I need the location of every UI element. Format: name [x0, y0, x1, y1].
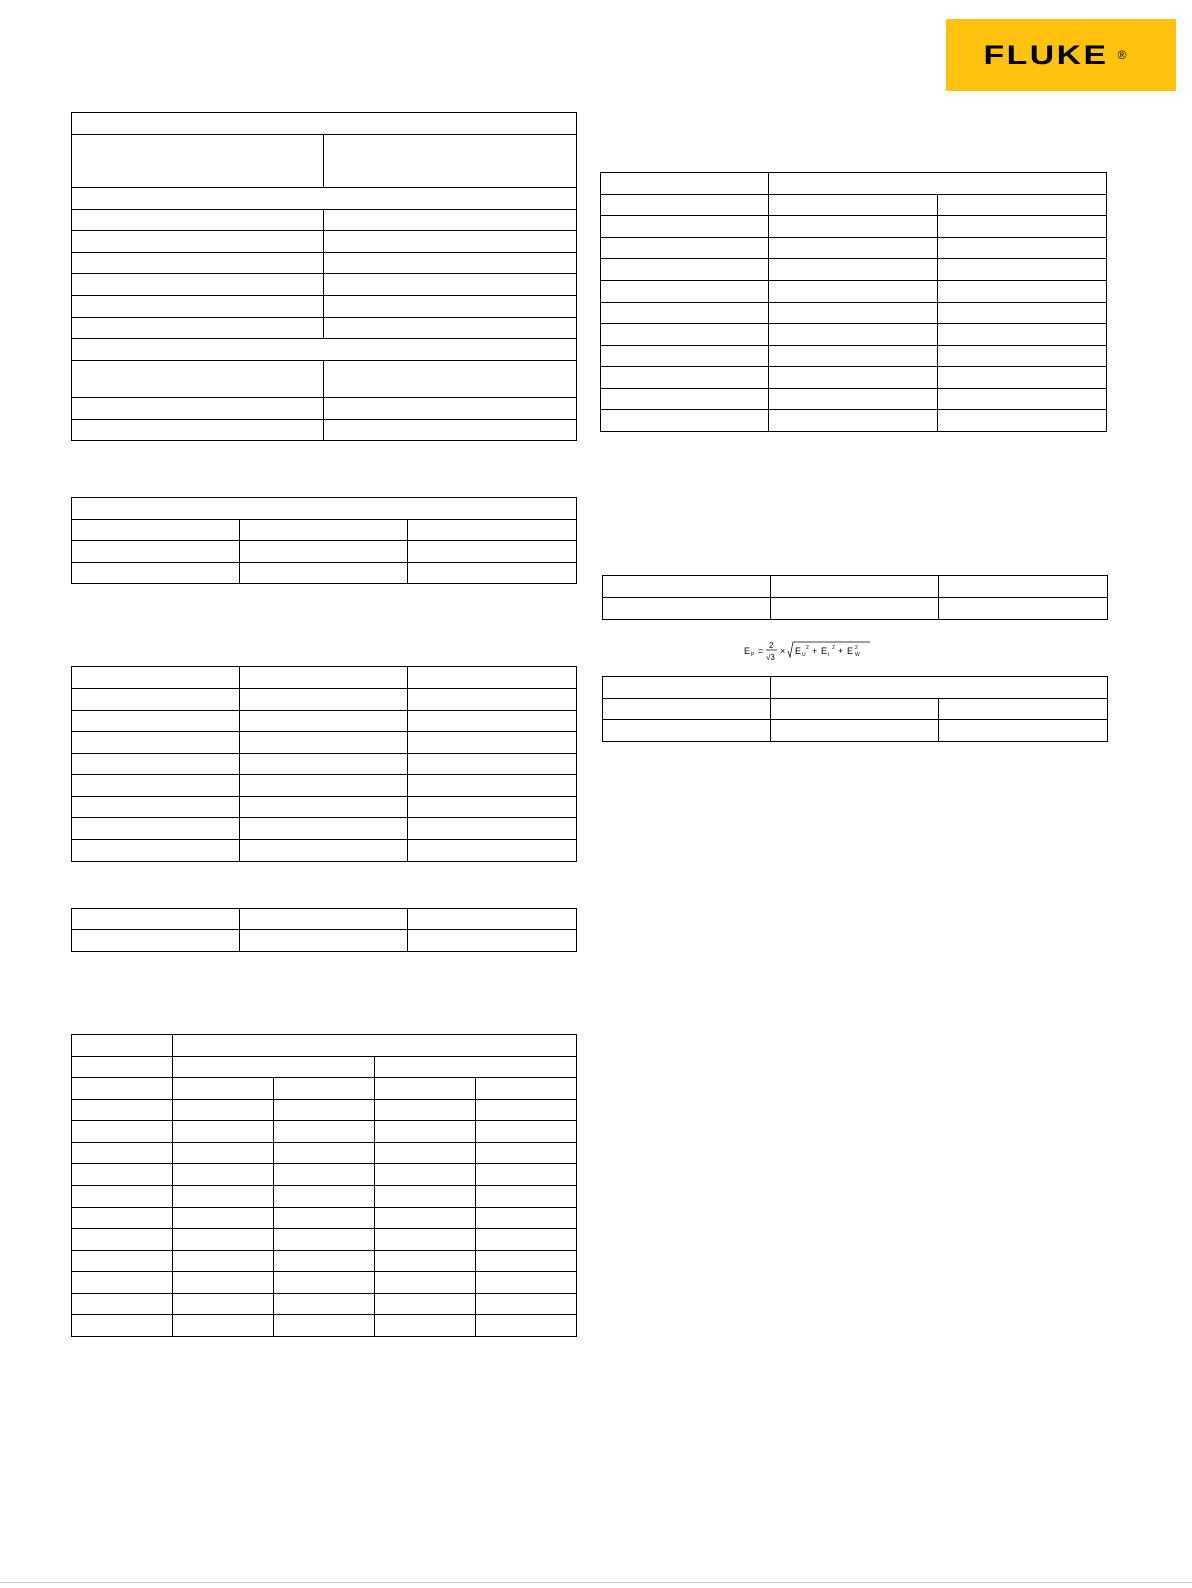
table-cell: [408, 541, 577, 563]
formula-eq: =: [758, 646, 764, 656]
table-cell: [408, 754, 577, 775]
table-cell: [72, 398, 324, 420]
table-cell: [476, 1272, 577, 1294]
table-row: [72, 420, 577, 441]
table-row: [603, 699, 1108, 720]
table-row: [601, 346, 1107, 367]
table-cell: [72, 231, 324, 253]
table-row: [601, 281, 1107, 303]
formula-plus-2: +: [838, 646, 844, 656]
table-cell: [173, 1294, 274, 1315]
table-cell: [173, 1143, 274, 1164]
table-row: [72, 1294, 577, 1315]
table-cell: [769, 346, 938, 367]
table-row: [72, 318, 577, 339]
table-cell: [771, 576, 939, 598]
table-row: [72, 498, 577, 520]
table-cell: [72, 274, 324, 296]
spec-table-8: [602, 676, 1108, 742]
table-cell: [72, 1121, 173, 1143]
table-header-cell: [173, 1035, 577, 1057]
table-cell: [408, 840, 577, 862]
power-error-formula: [742, 636, 872, 666]
table-cell: [72, 1164, 173, 1186]
table-cell: [274, 1186, 375, 1208]
table-cell: [72, 563, 240, 584]
table-row: [72, 797, 577, 818]
table-cell: [173, 1121, 274, 1143]
table-row: [601, 195, 1107, 216]
table-row: [72, 711, 577, 732]
table-cell: [240, 732, 408, 754]
table-cell: [375, 1143, 476, 1164]
table-row: [72, 339, 577, 361]
spec-table-7: [602, 575, 1108, 620]
table-cell: [601, 281, 769, 303]
table-row: [72, 930, 577, 952]
table-row: [72, 1078, 577, 1100]
table-cell: [274, 1121, 375, 1143]
table-cell: [476, 1186, 577, 1208]
table-cell: [72, 1143, 173, 1164]
formula-frac-num: 2: [769, 641, 774, 650]
table-cell: [375, 1186, 476, 1208]
table-cell: [173, 1229, 274, 1251]
table-cell: [240, 775, 408, 797]
table-cell: [408, 711, 577, 732]
table-cell: [476, 1078, 577, 1100]
table-cell: [375, 1294, 476, 1315]
table-cell: [938, 259, 1107, 281]
table-cell: [938, 281, 1107, 303]
table-cell: [324, 318, 577, 339]
table-cell: [324, 398, 577, 420]
table-cell: [375, 1100, 476, 1121]
table-row: [72, 253, 577, 274]
table-section-cell: [72, 339, 577, 361]
table-cell: [375, 1164, 476, 1186]
table-row: [72, 1186, 577, 1208]
table-cell: [240, 541, 408, 563]
table-cell: [324, 135, 577, 188]
table-cell: [375, 1251, 476, 1272]
table-cell: [408, 775, 577, 797]
table-cell: [769, 281, 938, 303]
table-cell: [476, 1315, 577, 1337]
table-cell: [769, 367, 938, 389]
table-cell: [324, 274, 577, 296]
table-cell: [72, 667, 240, 689]
table-cell: [240, 930, 408, 952]
table-cell: [324, 361, 577, 398]
table-cell: [173, 1186, 274, 1208]
table-row: [601, 303, 1107, 324]
table-cell: [938, 346, 1107, 367]
table-cell: [476, 1100, 577, 1121]
table-row: [601, 259, 1107, 281]
table-row: [72, 818, 577, 840]
table-cell: [408, 797, 577, 818]
table-cell: [274, 1251, 375, 1272]
table-cell: [240, 754, 408, 775]
table-row: [72, 541, 577, 563]
formula-frac-den: √3: [766, 653, 775, 662]
table-header-cell: [769, 173, 1107, 195]
table-cell: [274, 1100, 375, 1121]
table-cell: [601, 259, 769, 281]
table-cell: [72, 1272, 173, 1294]
table-cell: [939, 598, 1108, 620]
formula-term2: E: [821, 646, 828, 656]
table-cell: [938, 410, 1107, 432]
table-cell: [375, 1315, 476, 1337]
table-cell: [72, 1294, 173, 1315]
table-cell: [601, 367, 769, 389]
table-row: [603, 677, 1108, 699]
table-row: [601, 389, 1107, 410]
table-cell: [408, 667, 577, 689]
table-cell: [72, 1186, 173, 1208]
table-cell: [476, 1208, 577, 1229]
table-cell: [769, 324, 938, 346]
table-row: [72, 274, 577, 296]
table-cell: [72, 775, 240, 797]
table-cell: [72, 711, 240, 732]
table-cell: [601, 324, 769, 346]
table-row: [72, 775, 577, 797]
table-cell: [72, 1208, 173, 1229]
table-cell: [601, 195, 769, 216]
table-cell: [603, 699, 771, 720]
table-cell: [173, 1100, 274, 1121]
table-row: [72, 563, 577, 584]
table-row: [601, 367, 1107, 389]
table-cell: [72, 1229, 173, 1251]
table-cell: [938, 238, 1107, 259]
table-row: [72, 732, 577, 754]
table-cell: [72, 754, 240, 775]
table-cell: [375, 1272, 476, 1294]
table-cell: [274, 1078, 375, 1100]
table-row: [72, 188, 577, 210]
table-row: [601, 173, 1107, 195]
table-cell: [274, 1294, 375, 1315]
formula-term3-sq: 2: [855, 645, 858, 651]
table-cell: [72, 296, 324, 318]
table-cell: [324, 253, 577, 274]
table-cell: [375, 1208, 476, 1229]
table-cell: [603, 677, 771, 699]
table-cell: [601, 173, 769, 195]
table-cell: [938, 367, 1107, 389]
table-cell: [939, 576, 1108, 598]
table-cell: [173, 1272, 274, 1294]
table-cell: [476, 1164, 577, 1186]
table-cell: [769, 238, 938, 259]
table-cell: [173, 1078, 274, 1100]
table-cell: [72, 689, 240, 711]
table-cell: [324, 296, 577, 318]
table-header-cell: [72, 113, 577, 135]
table-row: [72, 754, 577, 775]
formula-term1-sq: 2: [806, 645, 809, 651]
table-cell: [72, 797, 240, 818]
table-cell: [240, 689, 408, 711]
table-row: [601, 216, 1107, 238]
table-row: [603, 598, 1108, 620]
spec-table-2: [71, 497, 577, 584]
table-cell: [601, 216, 769, 238]
table-cell: [72, 1035, 173, 1057]
table-cell: [769, 389, 938, 410]
table-row: [72, 231, 577, 253]
spec-table-5: [71, 1034, 577, 1337]
table-cell: [476, 1251, 577, 1272]
table-cell: [769, 216, 938, 238]
spec-table-1: [71, 112, 577, 441]
table-cell: [771, 720, 939, 742]
table-cell: [324, 210, 577, 231]
table-row: [72, 1315, 577, 1337]
logo-wordmark: FLUKE: [983, 39, 1109, 70]
table-row: [601, 238, 1107, 259]
table-row: [601, 410, 1107, 432]
table-cell: [408, 909, 577, 930]
table-cell: [938, 324, 1107, 346]
table-header-cell: [375, 1057, 577, 1078]
spec-table-6: [600, 172, 1107, 432]
table-cell: [601, 346, 769, 367]
table-header-cell: [771, 677, 1108, 699]
table-cell: [72, 732, 240, 754]
table-cell: [938, 389, 1107, 410]
formula-lhs: E: [744, 646, 751, 656]
table-cell: [72, 135, 324, 188]
table-cell: [173, 1315, 274, 1337]
registered-mark: ®: [1117, 48, 1127, 62]
table-cell: [72, 1078, 173, 1100]
table-cell: [408, 520, 577, 541]
formula-plus-1: +: [812, 646, 818, 656]
table-cell: [375, 1229, 476, 1251]
table-row: [72, 361, 577, 398]
table-cell: [771, 598, 939, 620]
table-cell: [408, 732, 577, 754]
table-cell: [240, 909, 408, 930]
table-section-cell: [72, 188, 577, 210]
table-cell: [72, 840, 240, 862]
table-cell: [601, 238, 769, 259]
table-cell: [771, 699, 939, 720]
table-cell: [769, 303, 938, 324]
table-cell: [601, 410, 769, 432]
table-cell: [375, 1121, 476, 1143]
table-row: [72, 1229, 577, 1251]
table-cell: [72, 1100, 173, 1121]
formula-term1: E: [795, 646, 802, 656]
table-cell: [72, 1251, 173, 1272]
table-row: [72, 1121, 577, 1143]
table-cell: [476, 1294, 577, 1315]
table-cell: [274, 1272, 375, 1294]
table-row: [72, 113, 577, 135]
table-row: [603, 720, 1108, 742]
formula-lhs-sub: P: [751, 652, 755, 658]
table-cell: [939, 720, 1108, 742]
table-cell: [240, 840, 408, 862]
table-cell: [938, 303, 1107, 324]
table-cell: [601, 389, 769, 410]
table-row: [72, 1208, 577, 1229]
table-cell: [274, 1143, 375, 1164]
table-row: [72, 135, 577, 188]
table-cell: [72, 361, 324, 398]
table-row: [72, 398, 577, 420]
table-cell: [173, 1208, 274, 1229]
table-cell: [375, 1078, 476, 1100]
table-row: [72, 296, 577, 318]
table-row: [601, 324, 1107, 346]
table-row: [72, 1251, 577, 1272]
table-row: [72, 667, 577, 689]
table-cell: [72, 520, 240, 541]
table-cell: [72, 420, 324, 441]
table-cell: [72, 541, 240, 563]
table-cell: [408, 563, 577, 584]
formula-times: ×: [780, 646, 786, 656]
table-cell: [408, 818, 577, 840]
table-header-cell: [173, 1057, 375, 1078]
table-row: [72, 210, 577, 231]
table-cell: [72, 909, 240, 930]
table-cell: [240, 667, 408, 689]
table-cell: [408, 689, 577, 711]
table-cell: [769, 410, 938, 432]
table-cell: [769, 195, 938, 216]
formula-term1-sub: U: [802, 652, 806, 658]
table-cell: [408, 930, 577, 952]
table-cell: [476, 1229, 577, 1251]
table-cell: [173, 1251, 274, 1272]
table-cell: [939, 699, 1108, 720]
table-row: [72, 1035, 577, 1057]
table-cell: [72, 253, 324, 274]
table-cell: [476, 1143, 577, 1164]
spec-table-3: [71, 666, 577, 862]
table-cell: [938, 195, 1107, 216]
table-cell: [938, 216, 1107, 238]
table-cell: [173, 1164, 274, 1186]
formula-term2-sub: I: [828, 652, 830, 658]
table-cell: [72, 1315, 173, 1337]
spec-table-4: [71, 908, 577, 952]
table-row: [72, 1164, 577, 1186]
table-header-cell: [72, 498, 577, 520]
table-row: [72, 520, 577, 541]
table-cell: [324, 231, 577, 253]
table-cell: [72, 318, 324, 339]
table-row: [603, 576, 1108, 598]
table-cell: [240, 818, 408, 840]
table-cell: [274, 1229, 375, 1251]
table-cell: [324, 420, 577, 441]
page-bottom-rule: [0, 1582, 1192, 1583]
table-cell: [72, 930, 240, 952]
table-cell: [240, 520, 408, 541]
table-cell: [603, 720, 771, 742]
table-cell: [769, 259, 938, 281]
table-cell: [240, 797, 408, 818]
table-cell: [603, 576, 771, 598]
table-cell: [274, 1164, 375, 1186]
table-row: [72, 689, 577, 711]
table-cell: [72, 818, 240, 840]
fluke-logo: [946, 19, 1176, 91]
table-cell: [72, 210, 324, 231]
table-cell: [476, 1121, 577, 1143]
table-row: [72, 840, 577, 862]
table-cell: [601, 303, 769, 324]
table-row: [72, 1100, 577, 1121]
table-row: [72, 1272, 577, 1294]
table-cell: [603, 598, 771, 620]
formula-term3-sub: W: [855, 652, 860, 658]
table-cell: [240, 563, 408, 584]
table-row: [72, 1143, 577, 1164]
table-cell: [72, 1057, 173, 1078]
table-cell: [240, 711, 408, 732]
table-row: [72, 1057, 577, 1078]
table-cell: [274, 1208, 375, 1229]
formula-term2-sq: 2: [832, 645, 835, 651]
formula-term3: E: [847, 646, 854, 656]
table-cell: [274, 1315, 375, 1337]
table-row: [72, 909, 577, 930]
